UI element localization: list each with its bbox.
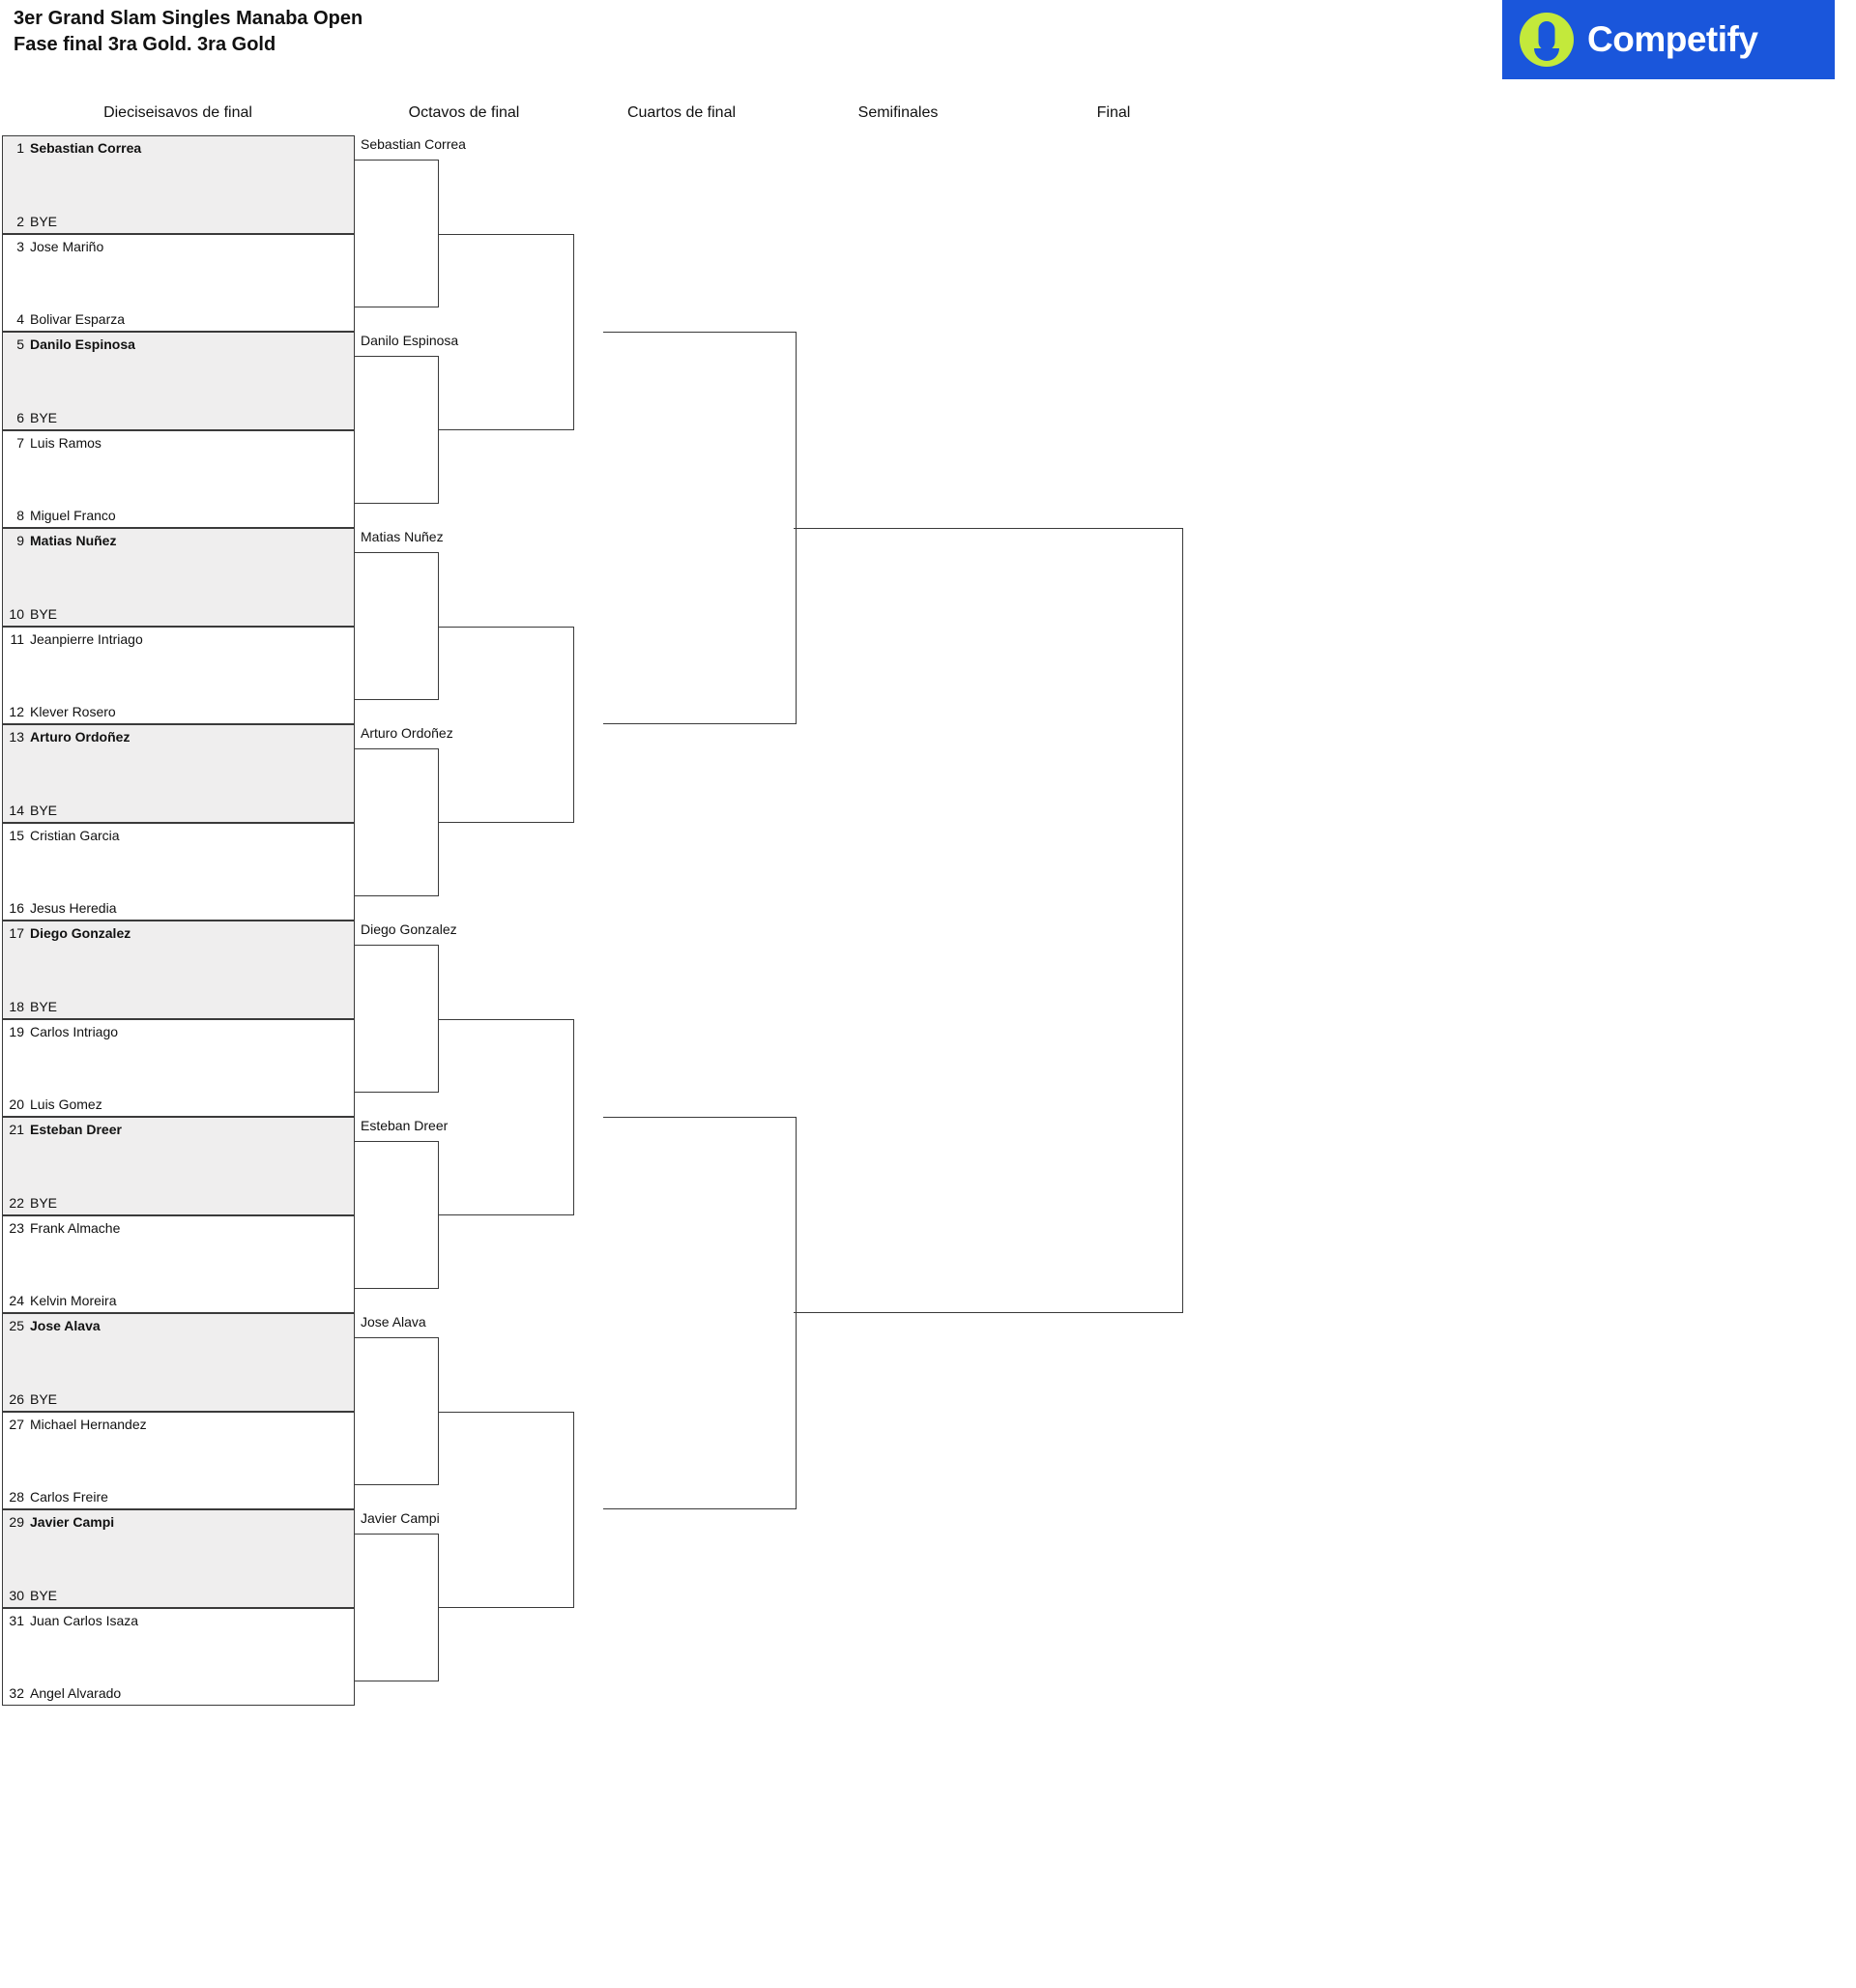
seed-number: 11 bbox=[10, 630, 24, 647]
player-name: Angel Alvarado bbox=[30, 1685, 122, 1701]
seed-number: 12 bbox=[9, 704, 24, 719]
logo-wordmark: Competify bbox=[1587, 19, 1758, 59]
page-title bbox=[14, 6, 362, 58]
player-name: Jose Mariño bbox=[30, 238, 104, 254]
round2-connector-6 bbox=[355, 1141, 439, 1289]
player-name: Jose Alava bbox=[30, 1318, 101, 1333]
seed-entry[interactable] bbox=[3, 997, 354, 1016]
round-header-5: Final bbox=[1096, 104, 1131, 121]
seed-number: 2 bbox=[16, 213, 24, 229]
player-name: Carlos Freire bbox=[30, 1489, 108, 1505]
seed-entry[interactable] bbox=[3, 237, 354, 256]
seed-number: 24 bbox=[9, 1293, 24, 1308]
round-header-2: Octavos de final bbox=[408, 104, 520, 121]
seed-entry[interactable] bbox=[3, 1389, 354, 1409]
round1-match-5 bbox=[2, 528, 355, 627]
round2-connector-5 bbox=[355, 945, 439, 1093]
seed-number: 22 bbox=[9, 1194, 24, 1211]
round2-player-top-3: Matias Nuñez bbox=[361, 529, 444, 544]
player-name: Luis Ramos bbox=[30, 434, 102, 451]
seed-number: 21 bbox=[9, 1122, 24, 1137]
player-name: BYE bbox=[30, 1587, 58, 1603]
round-header-4: Semifinales bbox=[857, 104, 939, 121]
seed-entry[interactable] bbox=[3, 1683, 354, 1703]
player-name: BYE bbox=[30, 213, 58, 229]
seed-entry[interactable] bbox=[3, 629, 354, 649]
seed-number: 16 bbox=[9, 900, 24, 916]
round1-match-12 bbox=[2, 1215, 355, 1314]
round2-player-top-5: Diego Gonzalez bbox=[361, 921, 457, 937]
seed-number: 17 bbox=[9, 925, 24, 941]
round2-player-top-7: Jose Alava bbox=[361, 1314, 426, 1330]
round3-connector-3 bbox=[439, 1019, 574, 1215]
seed-number: 30 bbox=[9, 1587, 24, 1603]
round2-connector-2 bbox=[355, 356, 439, 504]
round1-match-16 bbox=[2, 1608, 355, 1707]
seed-entry[interactable] bbox=[3, 1316, 354, 1335]
player-name: Cristian Garcia bbox=[30, 827, 120, 843]
player-name: Klever Rosero bbox=[30, 704, 116, 719]
seed-entry[interactable] bbox=[3, 702, 354, 721]
seed-number: 1 bbox=[16, 140, 24, 156]
player-name: Bolivar Esparza bbox=[30, 311, 126, 327]
round1-match-2 bbox=[2, 234, 355, 333]
tournament-subtitle: Fase final 3ra Gold. 3ra Gold bbox=[14, 34, 276, 55]
seed-entry[interactable] bbox=[3, 212, 354, 231]
round1-match-9 bbox=[2, 921, 355, 1019]
seed-entry[interactable] bbox=[3, 801, 354, 820]
seed-entry[interactable] bbox=[3, 1193, 354, 1213]
seed-number: 25 bbox=[9, 1318, 24, 1333]
seed-entry[interactable] bbox=[3, 1022, 354, 1041]
round1-match-15 bbox=[2, 1509, 355, 1608]
player-name: Matias Nuñez bbox=[30, 533, 117, 548]
player-name: Michael Hernandez bbox=[30, 1416, 147, 1432]
seed-number: 26 bbox=[9, 1390, 24, 1407]
seed-number: 5 bbox=[16, 336, 24, 352]
seed-entry[interactable] bbox=[3, 309, 354, 329]
round2-connector-1 bbox=[355, 160, 439, 307]
seed-number: 10 bbox=[9, 605, 24, 622]
round1-match-6 bbox=[2, 627, 355, 725]
seed-entry[interactable] bbox=[3, 1218, 354, 1238]
round2-connector-4 bbox=[355, 748, 439, 896]
player-name: Jeanpierre Intriago bbox=[30, 630, 143, 647]
seed-entry[interactable] bbox=[3, 826, 354, 845]
seed-number: 20 bbox=[9, 1096, 24, 1112]
round1-match-1 bbox=[2, 135, 355, 234]
seed-entry[interactable] bbox=[3, 898, 354, 918]
player-name: Sebastian Correa bbox=[30, 140, 142, 156]
seed-entry[interactable] bbox=[3, 506, 354, 525]
seed-number: 15 bbox=[9, 827, 24, 843]
round4-connector-2 bbox=[603, 1117, 797, 1509]
player-name: BYE bbox=[30, 409, 58, 425]
final-connector bbox=[794, 528, 1183, 1313]
round2-player-top-1: Sebastian Correa bbox=[361, 136, 466, 152]
seed-number: 28 bbox=[9, 1489, 24, 1505]
player-name: Frank Almache bbox=[30, 1219, 121, 1236]
round2-connector-3 bbox=[355, 552, 439, 700]
seed-entry[interactable] bbox=[3, 1611, 354, 1630]
round-header-3: Cuartos de final bbox=[626, 104, 737, 121]
round3-connector-1 bbox=[439, 234, 574, 430]
seed-number: 7 bbox=[16, 434, 24, 451]
seed-entry[interactable] bbox=[3, 1487, 354, 1506]
round3-connector-2 bbox=[439, 627, 574, 823]
player-name: BYE bbox=[30, 802, 58, 818]
seed-entry[interactable] bbox=[3, 1120, 354, 1139]
round2-player-top-2: Danilo Espinosa bbox=[361, 333, 459, 348]
seed-entry[interactable] bbox=[3, 408, 354, 427]
round1-match-11 bbox=[2, 1117, 355, 1215]
player-name: Danilo Espinosa bbox=[30, 336, 135, 352]
round2-connector-7 bbox=[355, 1337, 439, 1485]
round-header-1: Dieciseisavos de final bbox=[103, 104, 252, 121]
round1-match-4 bbox=[2, 430, 355, 529]
seed-number: 31 bbox=[9, 1612, 24, 1628]
seed-entry[interactable] bbox=[3, 1095, 354, 1114]
player-name: Kelvin Moreira bbox=[30, 1293, 117, 1308]
round3-connector-4 bbox=[439, 1412, 574, 1608]
seed-number: 29 bbox=[9, 1514, 24, 1530]
seed-number: 9 bbox=[16, 533, 24, 548]
player-name: BYE bbox=[30, 1390, 58, 1407]
seed-entry[interactable] bbox=[3, 1512, 354, 1532]
seed-entry[interactable] bbox=[3, 604, 354, 624]
seed-entry[interactable] bbox=[3, 1291, 354, 1310]
player-name: Esteban Dreer bbox=[30, 1122, 122, 1137]
player-name: Carlos Intriago bbox=[30, 1023, 119, 1039]
round1-match-3 bbox=[2, 332, 355, 430]
competify-mark-icon bbox=[1520, 13, 1574, 67]
seed-entry[interactable] bbox=[3, 433, 354, 453]
player-name: BYE bbox=[30, 1194, 58, 1211]
round1-match-7 bbox=[2, 724, 355, 823]
tournament-title: 3er Grand Slam Singles Manaba Open bbox=[14, 8, 363, 29]
player-name: Juan Carlos Isaza bbox=[30, 1612, 139, 1628]
seed-number: 18 bbox=[9, 998, 24, 1014]
player-name: Javier Campi bbox=[30, 1514, 115, 1530]
seed-entry[interactable] bbox=[3, 1586, 354, 1605]
seed-entry[interactable] bbox=[3, 727, 354, 746]
seed-number: 27 bbox=[9, 1416, 24, 1432]
round1-match-8 bbox=[2, 823, 355, 921]
player-name: Luis Gomez bbox=[30, 1096, 102, 1112]
round2-player-top-6: Esteban Dreer bbox=[361, 1118, 449, 1133]
seed-number: 14 bbox=[9, 802, 24, 818]
round2-player-top-8: Javier Campi bbox=[361, 1510, 440, 1526]
competify-logo bbox=[1502, 0, 1835, 79]
player-name: Miguel Franco bbox=[30, 508, 116, 523]
player-name: BYE bbox=[30, 605, 58, 622]
player-name: BYE bbox=[30, 998, 58, 1014]
seed-entry[interactable] bbox=[3, 531, 354, 550]
seed-entry[interactable] bbox=[3, 1415, 354, 1434]
seed-number: 6 bbox=[16, 409, 24, 425]
seed-entry[interactable] bbox=[3, 923, 354, 943]
player-name: Jesus Heredia bbox=[30, 900, 117, 916]
seed-number: 32 bbox=[9, 1685, 24, 1701]
round2-connector-8 bbox=[355, 1534, 439, 1681]
seed-number: 19 bbox=[9, 1023, 24, 1039]
seed-number: 23 bbox=[9, 1219, 24, 1236]
round1-match-13 bbox=[2, 1313, 355, 1412]
round2-player-top-4: Arturo Ordoñez bbox=[361, 725, 453, 741]
round1-match-14 bbox=[2, 1412, 355, 1510]
player-name: Arturo Ordoñez bbox=[30, 729, 130, 745]
round1-match-10 bbox=[2, 1019, 355, 1118]
player-name: Diego Gonzalez bbox=[30, 925, 131, 941]
seed-number: 13 bbox=[9, 729, 24, 745]
seed-entry[interactable] bbox=[3, 335, 354, 354]
seed-number: 4 bbox=[16, 311, 24, 327]
round4-connector-1 bbox=[603, 332, 797, 724]
seed-entry[interactable] bbox=[3, 138, 354, 158]
seed-number: 3 bbox=[16, 238, 24, 254]
seed-number: 8 bbox=[16, 508, 24, 523]
